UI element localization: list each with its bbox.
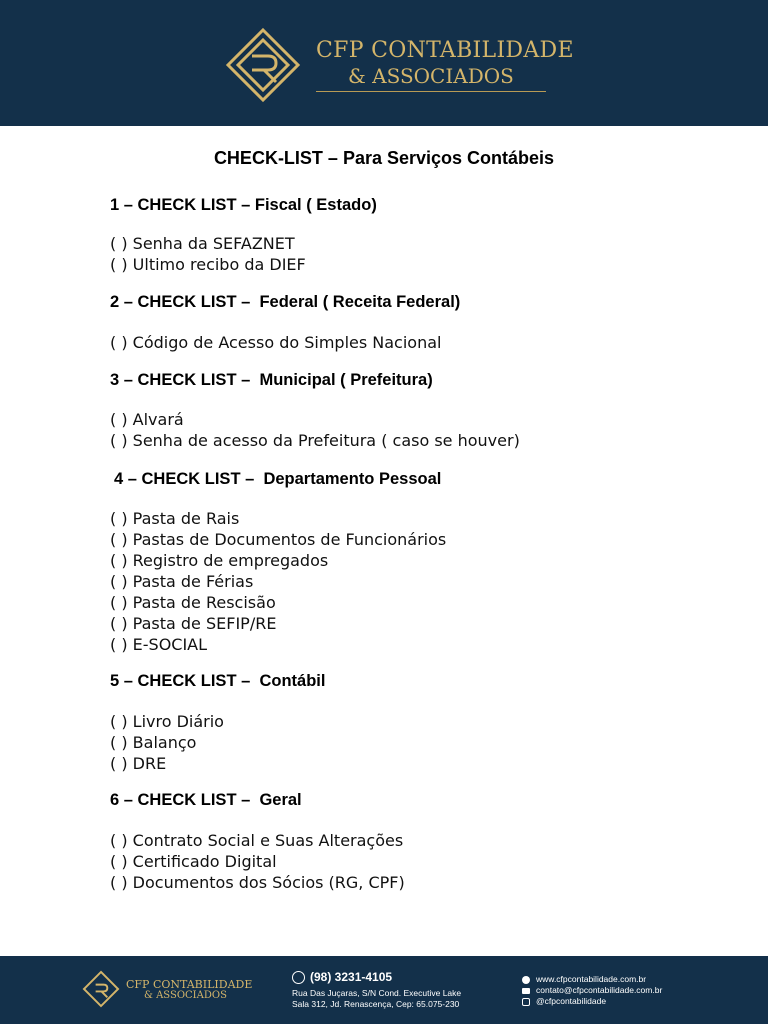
section-title-fiscal: 1 – CHECK LIST – Fiscal ( Estado): [110, 196, 377, 214]
footer-logo-icon: [82, 970, 120, 1008]
checklist-item: ( ) Contrato Social e Suas Alterações: [110, 831, 404, 850]
address-line: Rua Das Juçaras, S/N Cond. Executive Lake: [292, 988, 462, 998]
checklist-item: ( ) Ultimo recibo da DIEF: [110, 255, 306, 274]
footer-address: [292, 988, 461, 1010]
section-title-contabil: 5 – CHECK LIST – Contábil: [110, 672, 326, 690]
phone-number: (98) 3231-4105: [310, 970, 393, 984]
checklist-item: ( ) E-SOCIAL: [110, 635, 208, 654]
checklist-item: ( ) Livro Diário: [110, 712, 224, 731]
page-header: [0, 0, 768, 126]
page-footer: [0, 956, 768, 1024]
mail-icon: [522, 988, 530, 994]
footer-phone: [292, 970, 392, 984]
checklist-pessoal: [110, 508, 446, 655]
checklist-fiscal: [110, 233, 306, 275]
section-title-federal: 2 – CHECK LIST – Federal ( Receita Federal): [110, 293, 461, 311]
checklist-contabil: [110, 711, 224, 774]
section-title-pessoal: 4 – CHECK LIST – Departamento Pessoal: [114, 470, 442, 488]
checklist-geral: [110, 830, 405, 893]
checklist-item: ( ) Pastas de Documentos de Funcionários: [110, 530, 447, 549]
checklist-federal: [110, 332, 441, 353]
checklist-item: ( ) Certificado Digital: [110, 852, 277, 871]
instagram-icon: [522, 998, 530, 1006]
brand-subtitle: & ASSOCIADOS: [348, 64, 514, 88]
checklist-item: ( ) Senha da SEFAZNET: [110, 234, 295, 253]
section-title-geral: 6 – CHECK LIST – Geral: [110, 791, 302, 809]
checklist-item: ( ) Registro de empregados: [110, 551, 329, 570]
footer-brand-subtitle: & ASSOCIADOS: [144, 990, 227, 1001]
checklist-item: ( ) Alvará: [110, 410, 184, 429]
checklist-municipal: [110, 409, 520, 451]
company-logo-icon: [224, 26, 302, 104]
brand-name: CFP CONTABILIDADE: [316, 38, 574, 63]
checklist-item: ( ) Pasta de Rescisão: [110, 593, 276, 612]
instagram-handle[interactable]: @cfpcontabilidade: [536, 996, 607, 1006]
website-link[interactable]: www.cfpcontabilidade.com.br: [536, 974, 647, 984]
whatsapp-icon: [292, 971, 305, 984]
checklist-item: ( ) Pasta de Férias: [110, 572, 254, 591]
globe-icon: [522, 976, 530, 984]
footer-brand-name: CFP CONTABILIDADE: [126, 978, 253, 991]
section-title-municipal: 3 – CHECK LIST – Municipal ( Prefeitura): [110, 371, 433, 389]
checklist-item: ( ) Pasta de SEFIP/RE: [110, 614, 277, 633]
email-link[interactable]: contato@cfpcontabilidade.com.br: [536, 985, 663, 995]
checklist-item: ( ) Balanço: [110, 733, 197, 752]
checklist-item: ( ) Senha de acesso da Prefeitura ( caso se houver): [110, 431, 520, 450]
checklist-item: ( ) Pasta de Rais: [110, 509, 240, 528]
document-title: CHECK-LIST – Para Serviços Contábeis: [213, 148, 555, 168]
checklist-item: ( ) Código de Acesso do Simples Nacional: [110, 333, 442, 352]
address-line: Sala 312, Jd. Renascença, Cep: 65.075-230: [292, 999, 460, 1009]
brand-divider: [316, 91, 546, 92]
footer-contacts: [522, 974, 662, 1007]
checklist-item: ( ) Documentos dos Sócios (RG, CPF): [110, 873, 405, 892]
checklist-item: ( ) DRE: [110, 754, 167, 773]
